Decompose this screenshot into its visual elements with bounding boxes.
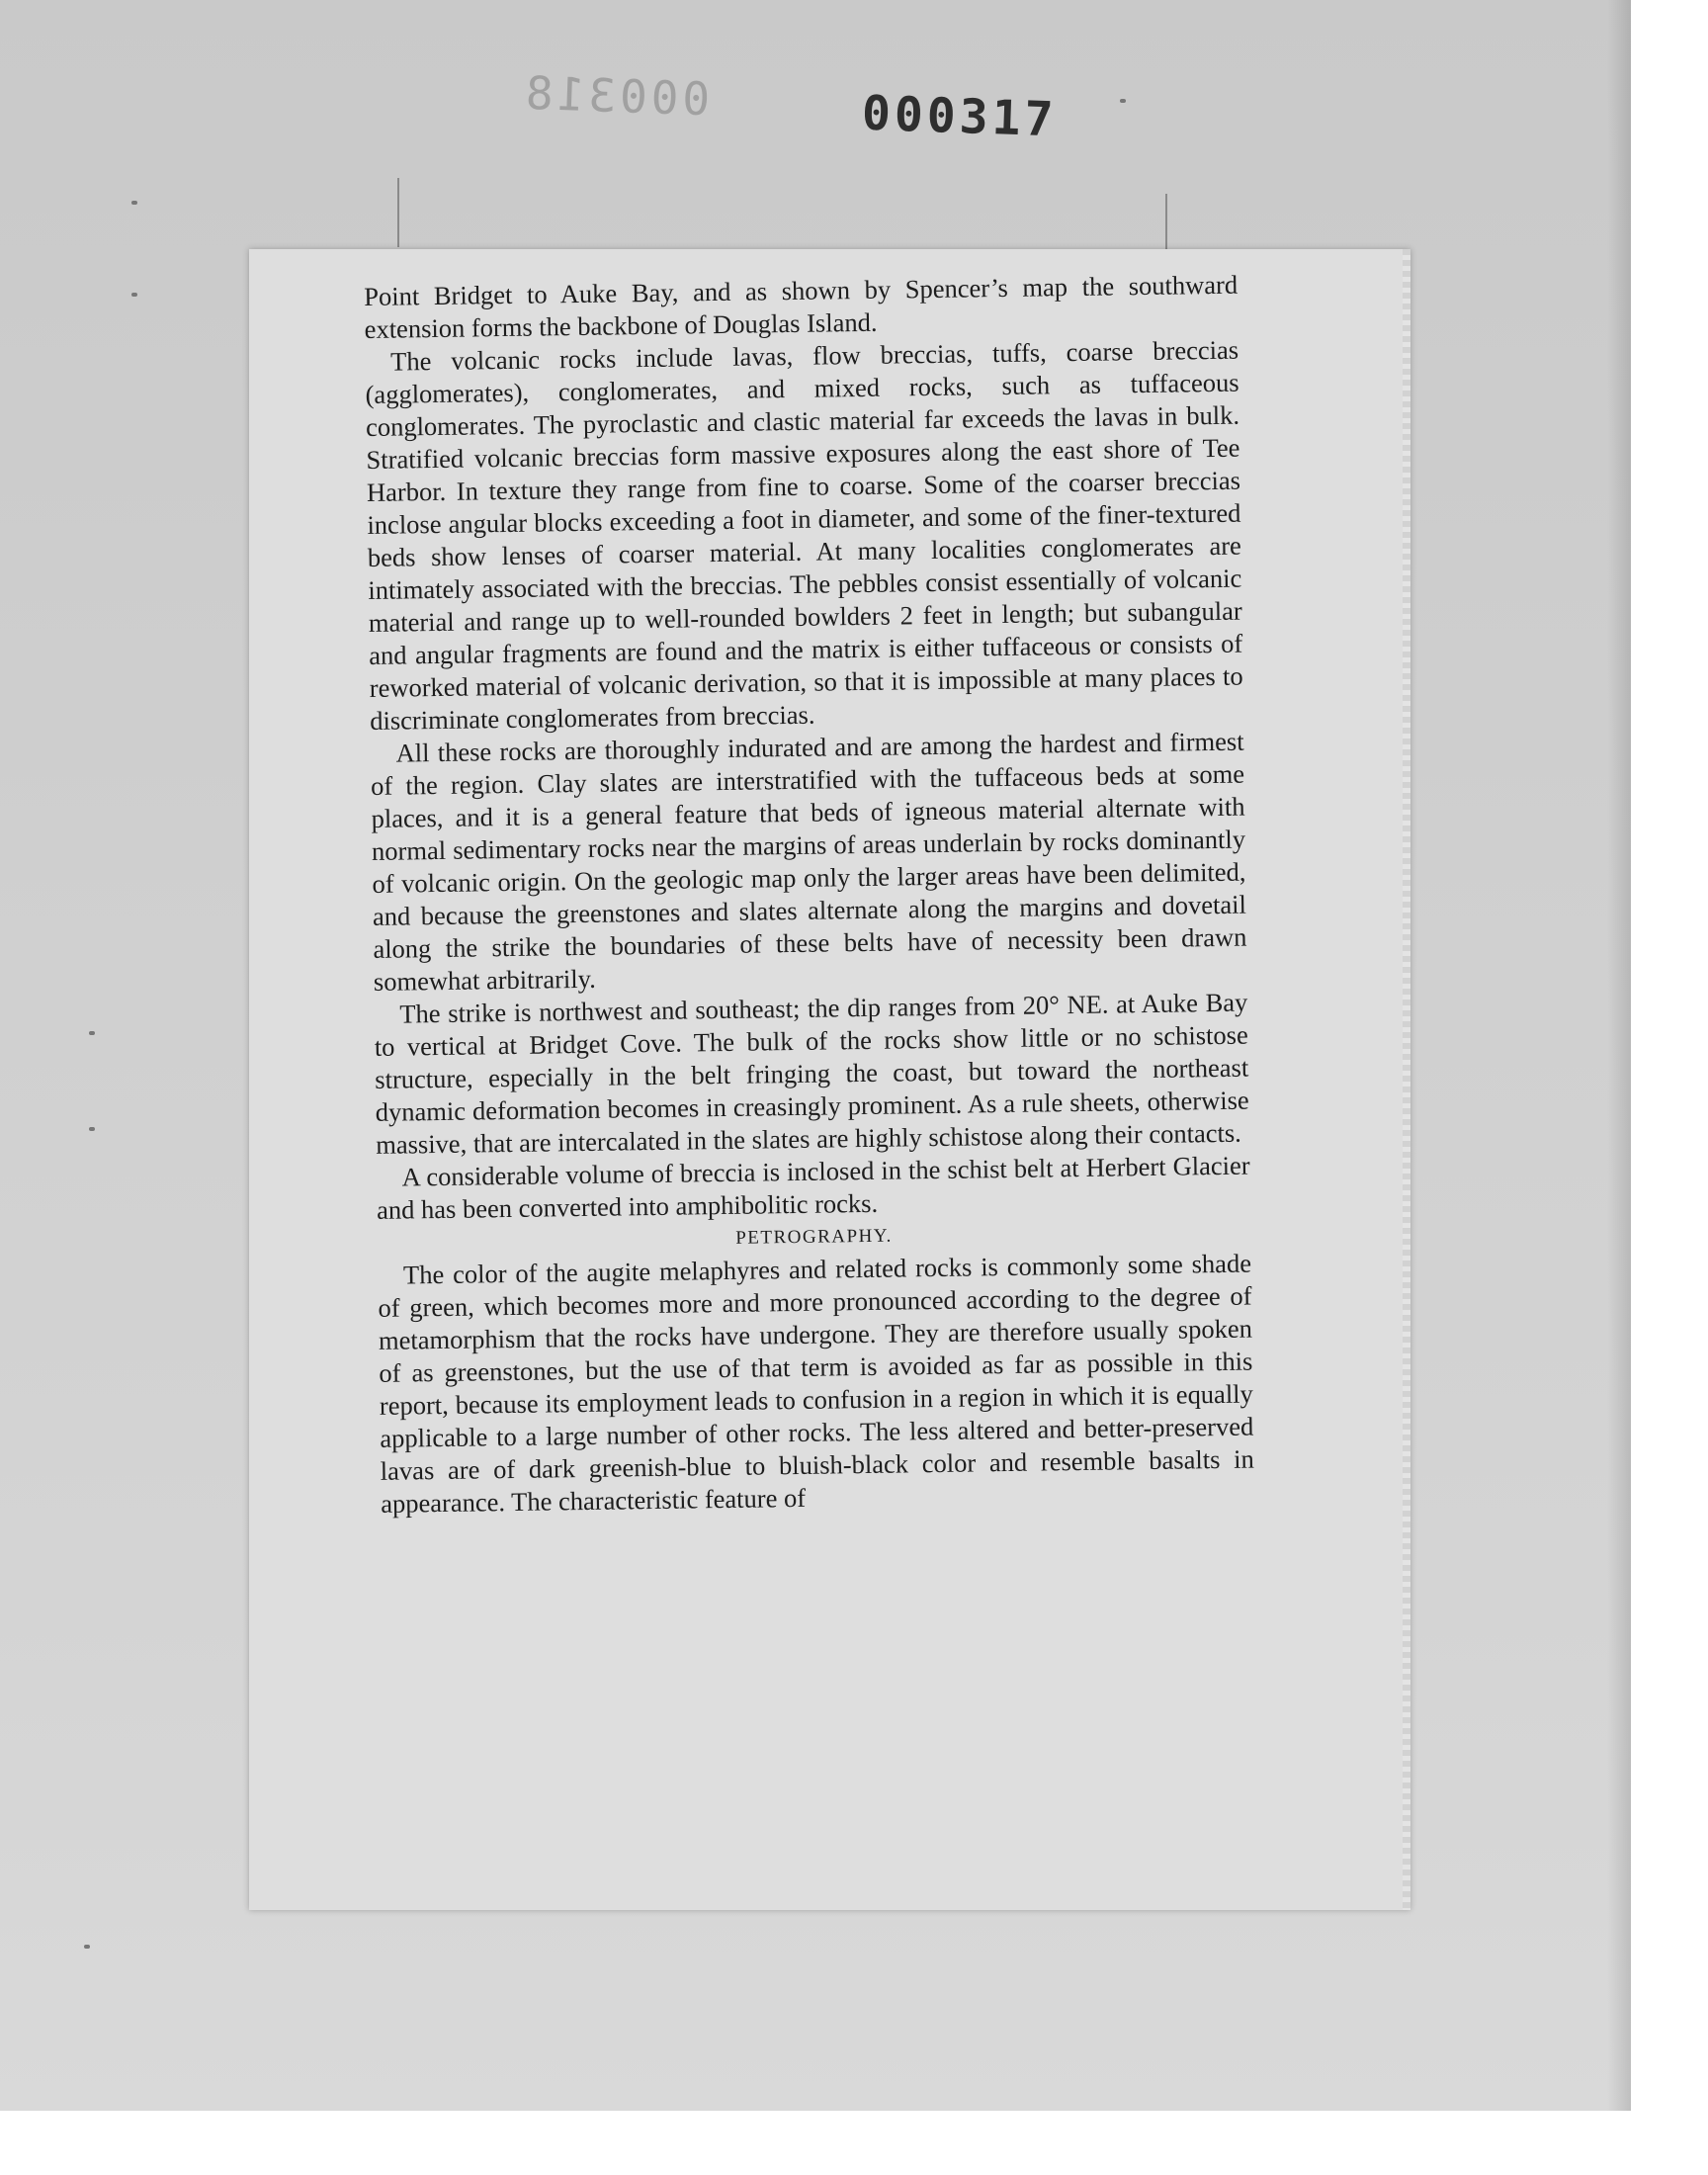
document-page bbox=[249, 249, 1410, 1910]
speck-mark bbox=[89, 1031, 95, 1035]
speck-mark bbox=[131, 293, 137, 297]
bleed-through-page-number-stamp: 000318 bbox=[521, 65, 712, 127]
registration-tick-mark bbox=[397, 178, 399, 247]
section-heading-petrography: PETROGRAPHY. bbox=[735, 1225, 893, 1249]
backing-edge-shadow bbox=[1607, 0, 1631, 2111]
paragraph-breccia-volume: A considerable volume of breccia is inclosed in the schist belt at Herbert Glacier and has been converted into amphibolitic rocks. bbox=[376, 1150, 1250, 1225]
paragraph-volcanic-rocks: The volcanic rocks include lavas, flow breccias, tuffs, coarse breccias (agglomerates), conglomerates, and mixed rocks, such as tuffaceous conglomerates. The pyroclastic and clastic material far exceeds the lavas in bulk. Stratified volcanic breccias form massive exposures along the east shore of Tee Harbor. In texture they range from fine to coarse. Some of the coarser breccias inclose angular blocks exceeding a foot in diameter, and some of the finer-textured beds show lenses of coarser material. At many localities conglomerates are intimately associated with the breccias. The pebbles consist essentially of volcanic material and range up to well-rounded bowlders 2 feet in length; but subangular and angular fragments are found and the matrix is either tuffaceous or consists of reworked material of volcanic derivation, so that it is impossible at many places to discriminate conglomerates from breccias. bbox=[365, 334, 1243, 736]
speck-mark bbox=[84, 1945, 90, 1949]
page-torn-edge bbox=[1403, 249, 1410, 1910]
speck-mark bbox=[131, 201, 137, 205]
paragraph-strike-dip: The strike is northwest and southeast; the dip ranges from 20° NE. at Auke Bay to vertical at Bridget Cove. The bulk of the rocks show little or no schistose structure, especially in the belt fringing the coast, but toward the northeast dynamic deformation becomes in creasingly prominent. As a rule sheets, otherwise massive, that are intercalated in the slates are highly schistose along their contacts. bbox=[374, 987, 1249, 1160]
speck-mark bbox=[89, 1127, 95, 1131]
page-body-text bbox=[364, 269, 1254, 1521]
paragraph-indurated-rocks: All these rocks are thoroughly indurated and are among the hardest and firmest of the region. Clay slates are interstratified with the tuffaceous beds at some places, and it is a general feature that beds of igneous material alternate with normal sedimentary rocks near the margins of areas underlain by rocks dominantly of volcanic origin. On the geologic map only the larger areas have been delimited, and because the greenstones and slates alternate along the margins and dovetail along the strike the boundaries of these belts have of necessity been drawn somewhat arbitrarily. bbox=[370, 726, 1247, 997]
page-number-stamp: 000317 bbox=[861, 85, 1059, 148]
paragraph-continuation: Point Bridget to Auke Bay, and as shown by Spencer’s map the southward extension forms the backbone of Douglas Island. bbox=[364, 269, 1238, 344]
speck-mark bbox=[1120, 99, 1126, 103]
bottom-margin-strip bbox=[0, 2111, 1708, 2175]
paragraph-petrography-color: The color of the augite melaphyres and related rocks is commonly some shade of green, which becomes more and more pronounced according to the degree of metamorphism that the rocks have undergone. They are therefore usually spoken of as greenstones, but the use of that term is avoided as far as possible in this report, because its employment leads to confusion in a region in which it is equally applicable to a large number of other rocks. The less altered and better-preserved lavas are of dark greenish-blue to bluish-black color and resemble basalts in appearance. The characteristic feature of bbox=[378, 1248, 1254, 1519]
